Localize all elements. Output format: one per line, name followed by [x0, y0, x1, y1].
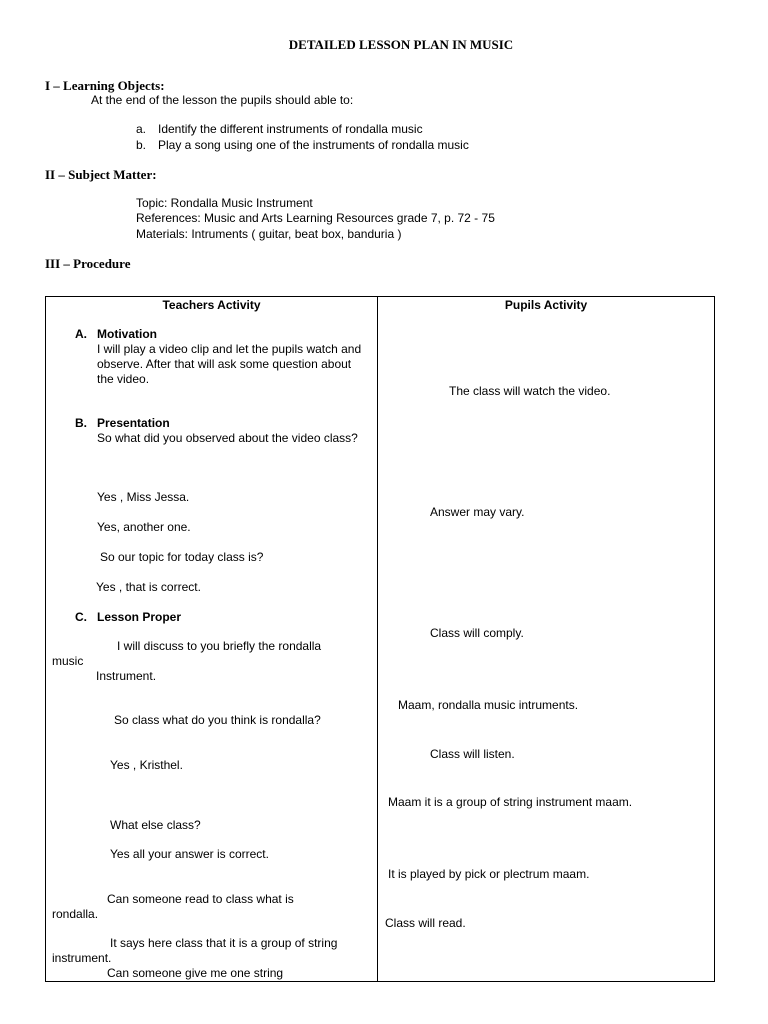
- teacher-line: What else class?: [110, 818, 201, 832]
- pupil-response: Class will comply.: [430, 626, 524, 640]
- lesson-proper-marker: C.: [75, 610, 87, 624]
- subject-references: References: Music and Arts Learning Resources grade 7, p. 72 - 75: [136, 211, 495, 225]
- motivation-text: I will play a video clip and let the pupils watch and observe. After that will ask some question about the video.: [97, 342, 362, 386]
- motivation-marker: A.: [75, 327, 87, 341]
- teacher-line: I will discuss to you briefly the rondalla: [117, 639, 322, 653]
- pupils-activity-header: Pupils Activity: [504, 298, 588, 312]
- subject-materials: Materials: Intruments ( guitar, beat box, banduria ): [136, 227, 402, 241]
- objective-marker: a.: [136, 122, 147, 136]
- page-title: DETAILED LESSON PLAN IN MUSIC: [288, 37, 514, 52]
- teacher-line: Instrument.: [96, 669, 157, 683]
- teacher-line: Can someone give me one string: [107, 966, 284, 980]
- pupil-response: The class will watch the video.: [449, 384, 611, 398]
- pupil-response: It is played by pick or plectrum maam.: [388, 867, 590, 881]
- teacher-line: So our topic for today class is?: [100, 550, 264, 564]
- presentation-title: Presentation: [97, 416, 170, 430]
- teacher-line: Yes all your answer is correct.: [110, 847, 269, 861]
- table-column-divider: [377, 296, 378, 982]
- teacher-line: rondalla.: [52, 907, 99, 921]
- objective-item: Play a song using one of the instruments of rondalla music: [158, 138, 469, 152]
- presentation-text: So what did you observed about the video class?: [97, 431, 358, 445]
- teacher-line: Yes , Miss Jessa.: [97, 490, 190, 504]
- motivation-title: Motivation: [97, 327, 157, 341]
- section-procedure-heading: III – Procedure: [45, 256, 131, 271]
- teacher-line: instrument.: [52, 951, 112, 965]
- subject-topic: Topic: Rondalla Music Instrument: [136, 196, 313, 210]
- teacher-line: music: [52, 654, 84, 668]
- pupil-response: Maam, rondalla music intruments.: [398, 698, 579, 712]
- objective-item: Identify the different instruments of rondalla music: [158, 122, 423, 136]
- pupil-response: Answer may vary.: [430, 505, 525, 519]
- pupil-response: Class will read.: [385, 916, 466, 930]
- lesson-proper-title: Lesson Proper: [97, 610, 182, 624]
- teacher-line: So class what do you think is rondalla?: [114, 713, 321, 727]
- pupil-response: Class will listen.: [430, 747, 515, 761]
- teacher-line: Yes , that is correct.: [96, 580, 201, 594]
- objectives-intro: At the end of the lesson the pupils should able to:: [91, 93, 354, 107]
- teacher-line: Yes, another one.: [97, 520, 191, 534]
- section-learning-objects-heading: I – Learning Objects:: [45, 78, 165, 93]
- teacher-line: It says here class that it is a group of string: [110, 936, 338, 950]
- section-subject-matter-heading: II – Subject Matter:: [45, 167, 157, 182]
- teacher-line: Can someone read to class what is: [107, 892, 294, 906]
- teachers-activity-header: Teachers Activity: [162, 298, 261, 312]
- presentation-marker: B.: [75, 416, 87, 430]
- pupil-response: Maam it is a group of string instrument maam.: [388, 795, 633, 809]
- teacher-line: Yes , Kristhel.: [110, 758, 183, 772]
- objective-marker: b.: [136, 138, 147, 152]
